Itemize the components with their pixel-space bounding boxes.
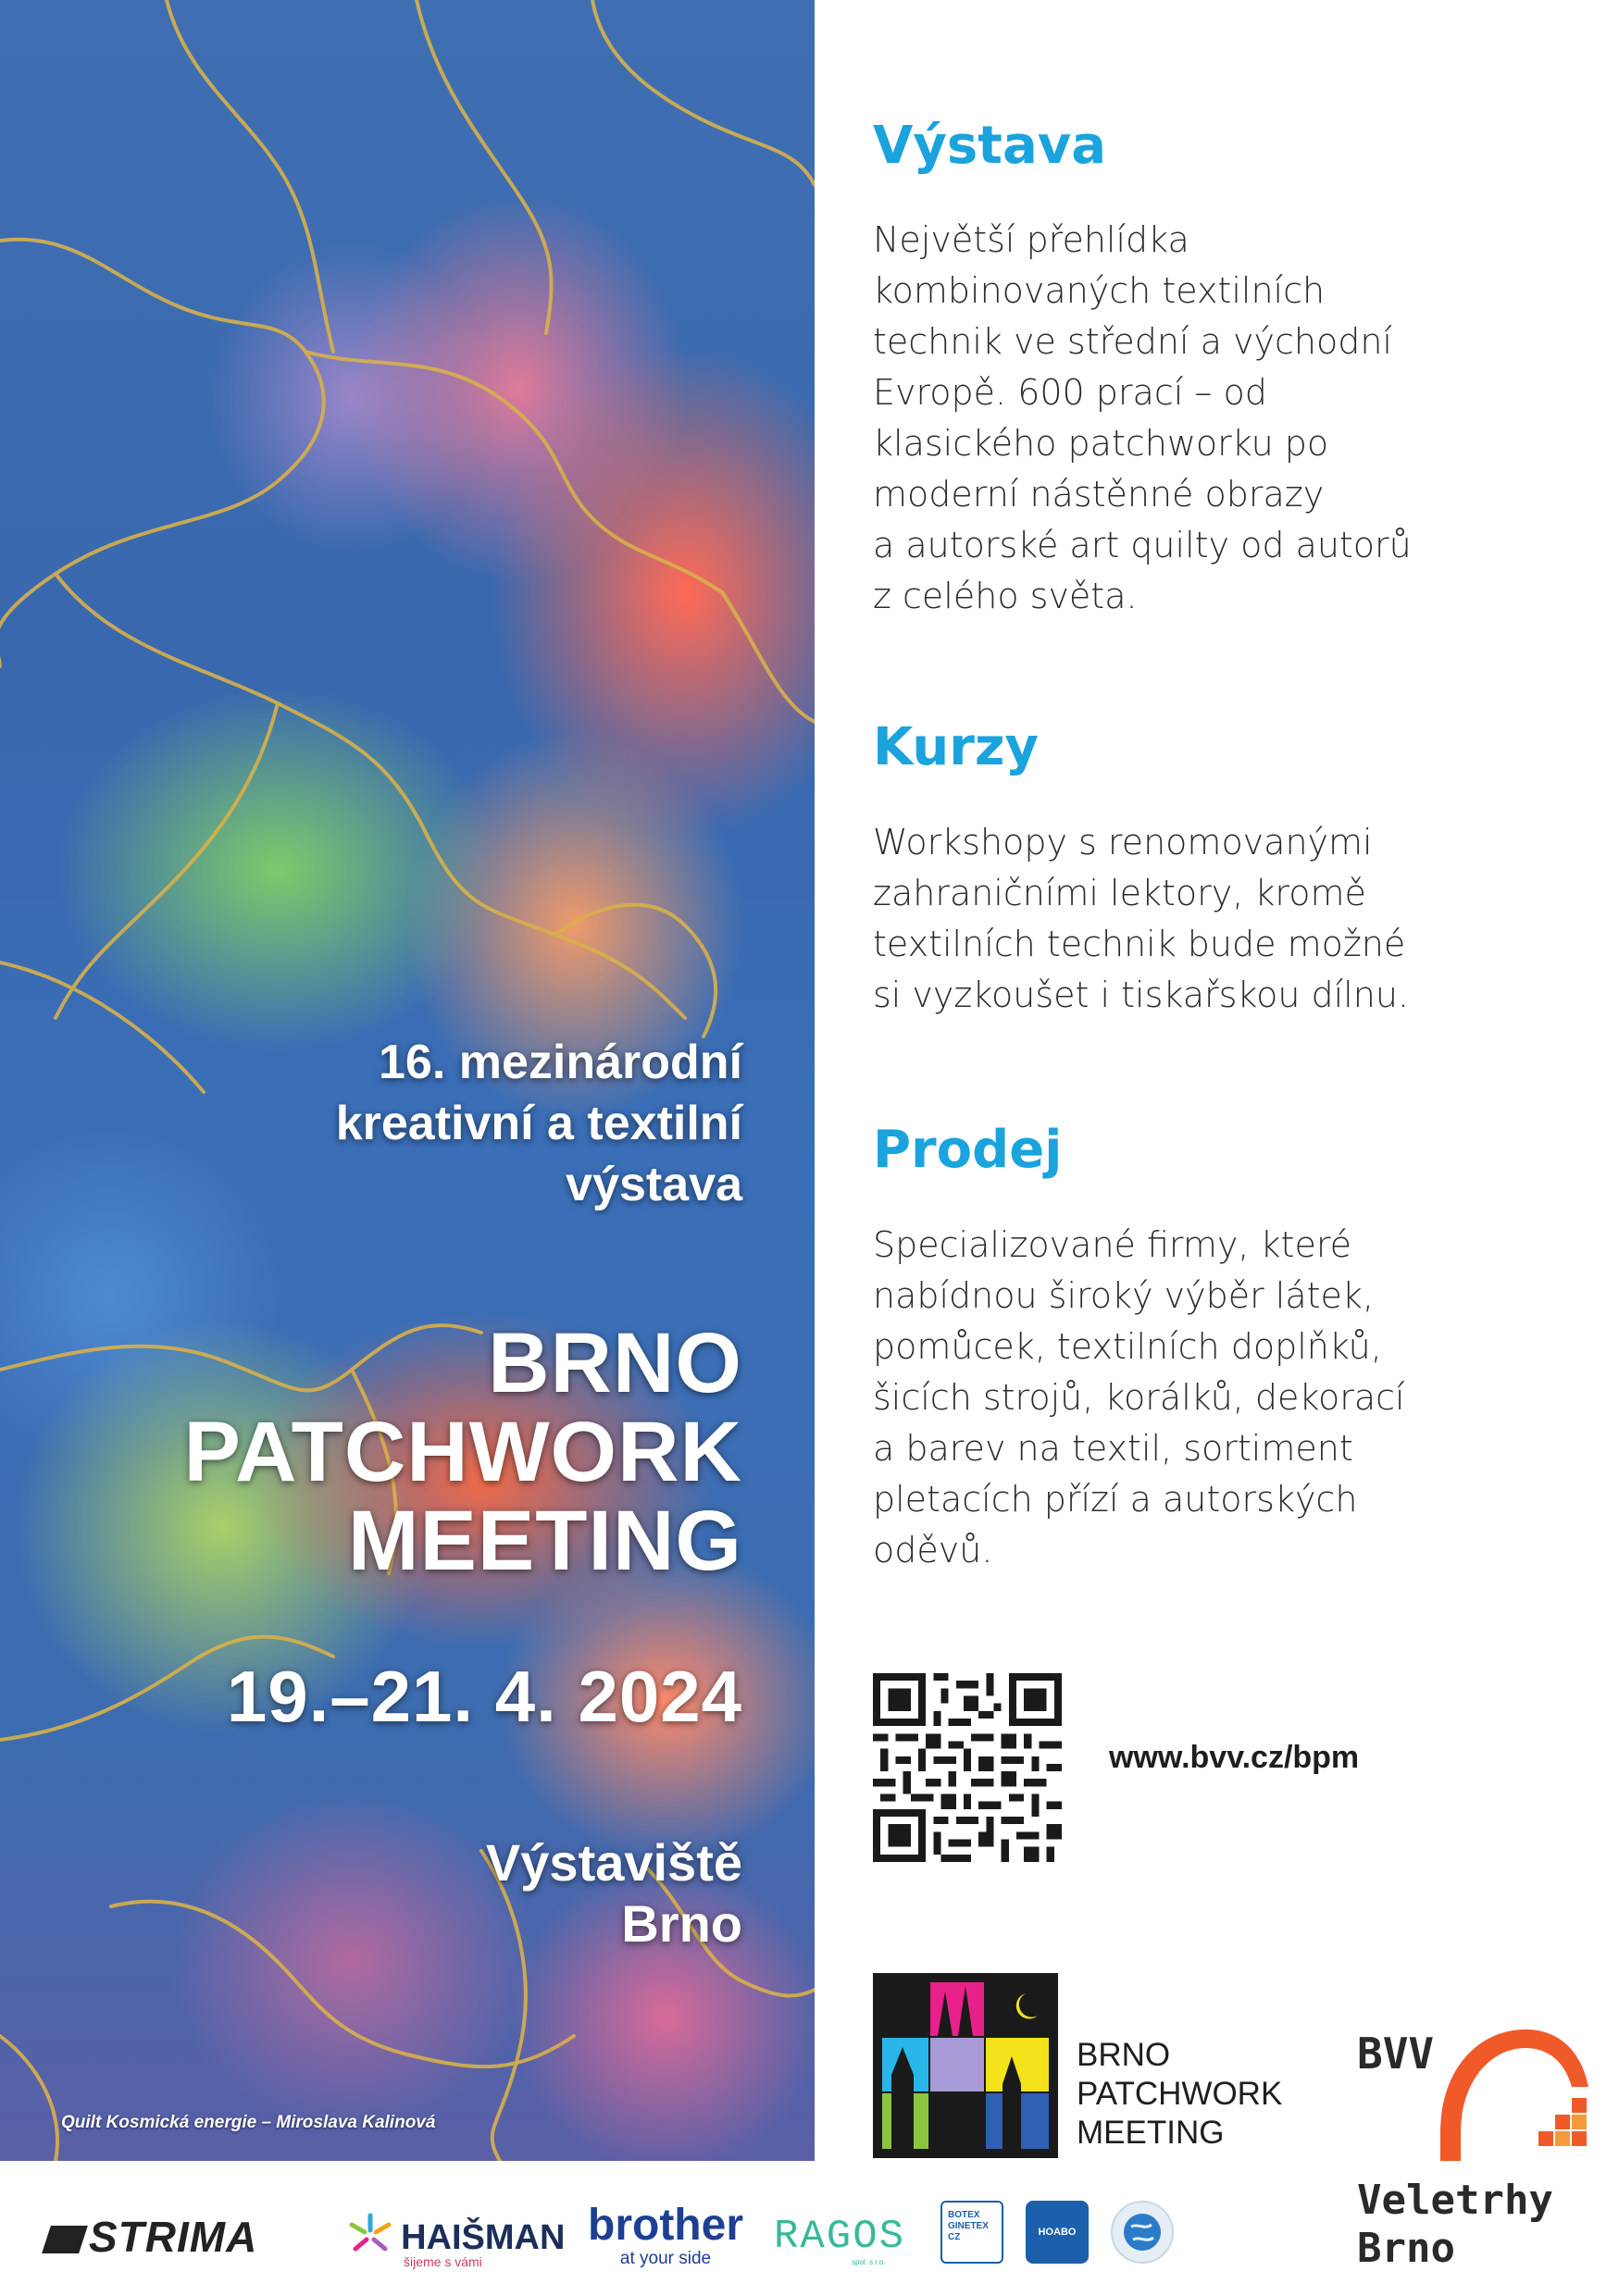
botex-line: BOTEX [948, 2210, 980, 2220]
strima-mark-icon [42, 2226, 88, 2253]
text-line: technik ve střední a východní [873, 321, 1392, 362]
bpm-logo-line: PATCHWORK [1077, 2076, 1283, 2112]
section-heading-kurzy: Kurzy [873, 717, 1039, 777]
sponsor-brother-tagline: at your side [619, 2249, 712, 2268]
subtitle-line: kreativní a textilní [335, 1097, 742, 1150]
bpm-logo-line: BRNO [1077, 2037, 1171, 2073]
sponsor-brother-name: brother [588, 2201, 743, 2250]
sponsor-haisman-name: HAIŠMAN [401, 2218, 566, 2257]
sponsor-botex-logo [940, 2201, 1003, 2264]
sponsor-strima-name: STRIMA [89, 2213, 258, 2261]
sponsor-globe-icon [1111, 2201, 1174, 2264]
text-line: nabídnou široký výběr látek, [873, 1275, 1375, 1316]
section-text-vystava [873, 215, 1521, 622]
event-subtitle [39, 1032, 742, 1215]
sponsor-ragos-logo: RAGOS [774, 2214, 906, 2260]
text-line: pletacích přízí a autorských [873, 1479, 1358, 1520]
sponsor-brother-logo [588, 2203, 743, 2269]
subtitle-line: 16. mezinárodní [379, 1036, 742, 1089]
sponsor-haisman-tagline: šijeme s vámi [404, 2254, 482, 2269]
text-line: Největší přehlídka [873, 219, 1189, 260]
botex-line: CZ [948, 2232, 961, 2242]
quilt-artwork [0, 0, 815, 2161]
bpm-logo-line: MEETING [1077, 2115, 1225, 2151]
text-line: klasického patchworku po [873, 423, 1329, 464]
title-line: MEETING [347, 1494, 742, 1588]
sponsor-strima-logo [46, 2212, 257, 2262]
sponsor-ragos-sub: spol. s r.o. [852, 2258, 886, 2266]
text-line: zahraničními lektory, kromě [873, 873, 1366, 913]
text-line: z celého světa. [873, 576, 1138, 616]
text-line: oděvů. [873, 1530, 993, 1570]
bvv-logo-text: BVV [1357, 2029, 1435, 2079]
event-venue [94, 1832, 742, 1955]
artwork-credit: Quilt Kosmická energie – Miroslava Kalinová [61, 2113, 436, 2132]
bvv-arch-icon [1433, 2022, 1595, 2166]
section-heading-vystava: Výstava [873, 116, 1107, 176]
text-line: pomůcek, textilních doplňků, [873, 1326, 1382, 1367]
brno-patchwork-meeting-logo [873, 1973, 1058, 2158]
text-line: Evropě. 600 prací – od [873, 372, 1267, 413]
venue-line: Výstaviště [485, 1833, 742, 1892]
botex-line: GINETEX [948, 2221, 989, 2231]
website-link[interactable]: www.bvv.cz/bpm [1109, 1740, 1360, 1775]
venue-line: Brno [621, 1894, 742, 1953]
haisman-star-icon [344, 2212, 396, 2258]
text-line: Specializované firmy, které [873, 1224, 1351, 1265]
text-line: a barev na textil, sortiment [873, 1428, 1353, 1469]
globe-icon [1113, 2203, 1172, 2262]
sponsor-haisman-logo [344, 2212, 565, 2269]
text-line: Workshopy s renomovanými [873, 822, 1373, 863]
event-title [2, 1316, 742, 1588]
bvv-name-line: Brno [1357, 2225, 1455, 2272]
text-line: kombinovaných textilních [873, 270, 1326, 311]
text-line: textilních technik bude možné [873, 924, 1406, 964]
section-text-kurzy [873, 817, 1521, 1021]
text-line: šicích strojů, korálků, dekorací [873, 1377, 1405, 1418]
qr-code[interactable] [873, 1673, 1062, 1862]
title-line: PATCHWORK [183, 1405, 742, 1499]
section-heading-prodej: Prodej [873, 1120, 1063, 1180]
text-line: si vyzkoušet i tiskařskou dílnu. [873, 974, 1409, 1015]
title-line: BRNO [488, 1316, 742, 1410]
section-text-prodej [873, 1220, 1521, 1576]
subtitle-line: výstava [566, 1158, 742, 1211]
bpm-logo-text [1077, 2036, 1282, 2153]
text-line: moderní nástěnné obrazy [873, 474, 1325, 515]
sponsor-hoabo-logo: HOABO [1026, 2201, 1089, 2264]
bvv-name-line: Veletrhy [1357, 2177, 1553, 2224]
text-line: a autorské art quilty od autorů [873, 525, 1412, 565]
event-dates: 19.–21. 4. 2024 [226, 1656, 742, 1737]
bvv-logo-name [1357, 2177, 1553, 2273]
